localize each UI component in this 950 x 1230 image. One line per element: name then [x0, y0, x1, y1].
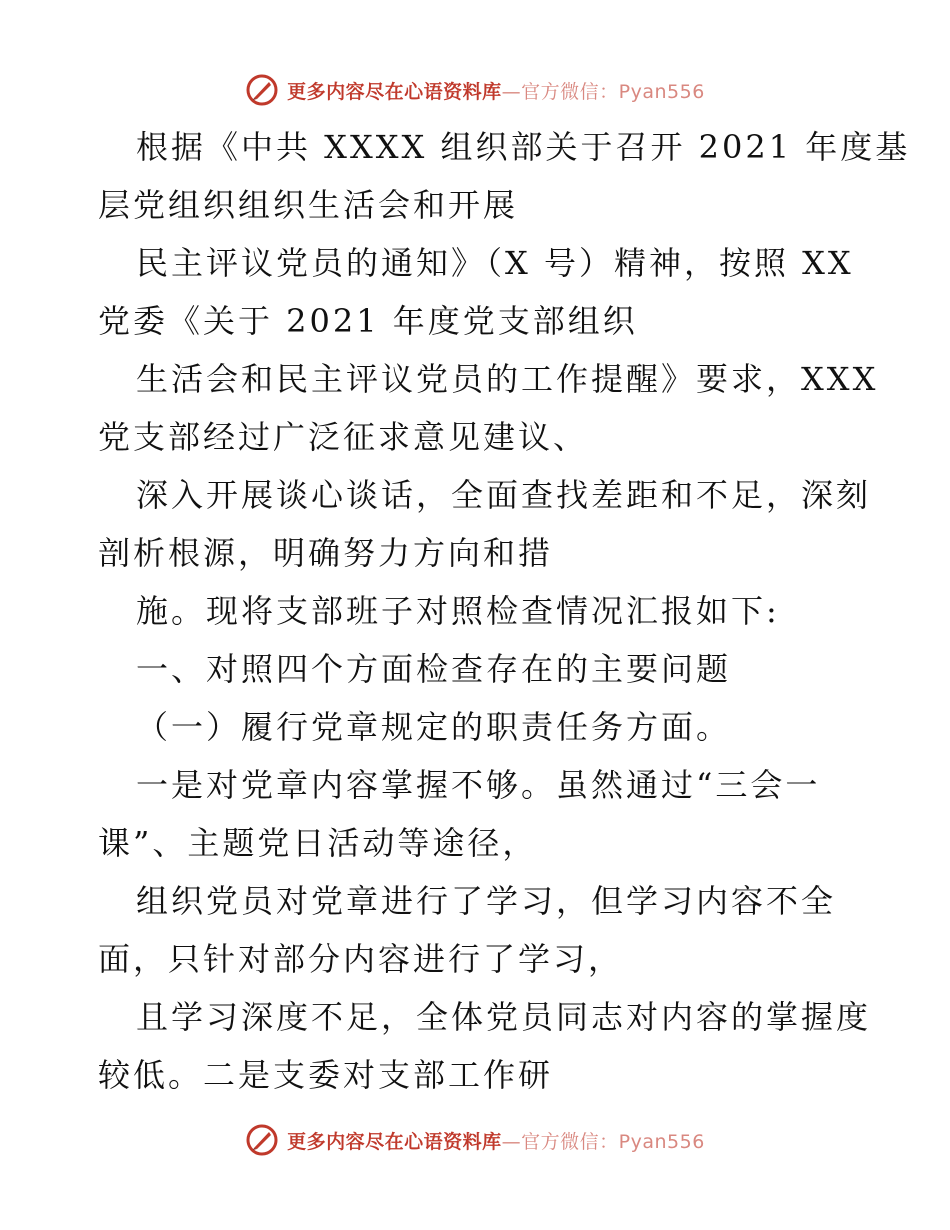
- document-line: 党支部经过广泛征求意见建议、: [98, 418, 589, 456]
- watermark-text: 更多内容尽在心语资料库—官方微信：Pyan556: [287, 1130, 705, 1153]
- watermark-banner-top: [0, 68, 950, 112]
- document-line: 课”、主题党日活动等途径，: [98, 824, 538, 862]
- document-line: 面，只针对部分内容进行了学习，: [98, 940, 624, 978]
- document-line: 一、对照四个方面检查存在的主要问题: [136, 650, 732, 688]
- document-line: 层党组织组织生活会和开展: [98, 186, 519, 224]
- document-line: 根据《中共 XXXX 组织部关于召开 2021 年度基: [136, 128, 911, 166]
- document-line: 剖析根源，明确努力方向和措: [98, 534, 554, 572]
- document-line: （一）履行党章规定的职责任务方面。: [136, 708, 732, 746]
- document-line: 组织党员对党章进行了学习，但学习内容不全: [136, 882, 837, 920]
- document-line: 且学习深度不足，全体党员同志对内容的掌握度: [136, 998, 872, 1036]
- document-line: 施。现将支部班子对照检查情况汇报如下:: [136, 592, 780, 630]
- document-line: 一是对党章内容掌握不够。虽然通过“三会一: [136, 766, 821, 804]
- watermark-text: 更多内容尽在心语资料库—官方微信：Pyan556: [287, 80, 705, 103]
- document-line: 生活会和民主评议党员的工作提醒》要求，XXX: [136, 360, 879, 398]
- document-line: 党委《关于 2021 年度党支部组织: [98, 302, 638, 340]
- quill-logo-icon: [245, 1123, 279, 1157]
- watermark-banner-bottom: [0, 1118, 950, 1162]
- quill-logo-icon: [245, 73, 279, 107]
- document-body: [98, 118, 911, 1104]
- document-line: 深入开展谈心谈话，全面查找差距和不足，深刻: [136, 476, 872, 514]
- document-line: 民主评议党员的通知》（X 号）精神，按照 XX: [136, 244, 854, 282]
- document-line: 较低。二是支委对支部工作研: [98, 1056, 554, 1094]
